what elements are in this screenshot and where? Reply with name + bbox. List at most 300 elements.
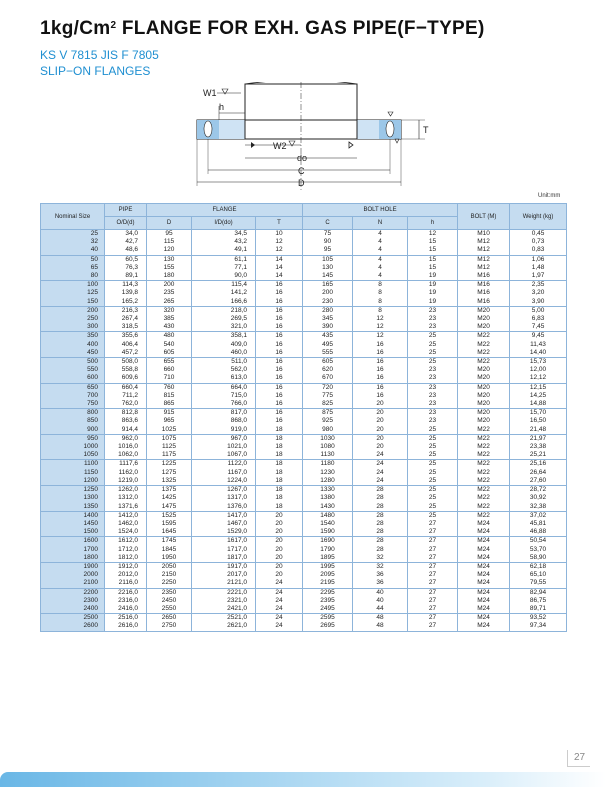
table-cell: 250	[41, 315, 105, 323]
table-cell: 1350	[41, 503, 105, 512]
table-cell: 25	[408, 503, 458, 512]
table-cell: 775	[303, 392, 353, 400]
table-cell: 2421,0	[192, 605, 256, 614]
table-cell: 25	[408, 451, 458, 460]
table-cell: 19	[408, 272, 458, 281]
table-cell: 15	[408, 246, 458, 255]
table-row	[41, 520, 567, 528]
table-cell: 3,90	[510, 298, 567, 307]
table-cell: 2250	[147, 579, 192, 588]
table-cell: 1371,6	[105, 503, 147, 512]
header-weight: Weight (kg)	[510, 204, 567, 230]
table-cell: 2295	[303, 588, 353, 597]
table-cell: 30,92	[510, 494, 567, 502]
table-cell: 16	[256, 298, 303, 307]
table-cell: 24	[256, 605, 303, 614]
table-cell: 318,5	[105, 323, 147, 332]
table-cell: 27	[408, 562, 458, 571]
table-cell: 967,0	[192, 434, 256, 443]
table-cell: M24	[458, 537, 510, 546]
table-cell: 34,5	[192, 230, 256, 239]
table-cell: 355,6	[105, 332, 147, 341]
table-row	[41, 486, 567, 495]
table-cell: M24	[458, 614, 510, 623]
table-cell: 25	[408, 332, 458, 341]
table-cell: 28	[353, 537, 408, 546]
table-cell: 2750	[147, 622, 192, 631]
table-cell: 12	[408, 230, 458, 239]
table-cell: 4	[353, 238, 408, 246]
c-label: C	[298, 166, 305, 176]
table-cell: 32	[353, 554, 408, 563]
table-cell: 1540	[303, 520, 353, 528]
table-cell: 1500	[41, 528, 105, 537]
table-cell: 950	[41, 434, 105, 443]
table-row	[41, 528, 567, 537]
table-cell: 16	[256, 383, 303, 392]
table-cell: 16	[256, 281, 303, 290]
table-cell: M10	[458, 230, 510, 239]
table-cell: M16	[458, 281, 510, 290]
table-cell: 0,45	[510, 230, 567, 239]
table-cell: 26,64	[510, 469, 567, 477]
table-cell: 49,1	[192, 246, 256, 255]
table-cell: 16	[256, 306, 303, 315]
table-cell: 23	[408, 374, 458, 383]
table-cell: 14,88	[510, 400, 567, 409]
table-cell: 27	[408, 588, 458, 597]
table-cell: 14	[256, 255, 303, 264]
table-cell: 16	[256, 323, 303, 332]
table-cell: 27	[408, 622, 458, 631]
table-cell: 20	[353, 434, 408, 443]
table-cell: 1330	[303, 486, 353, 495]
table-cell: 750	[41, 400, 105, 409]
table-cell: 48,6	[105, 246, 147, 255]
table-cell: 1100	[41, 460, 105, 469]
table-cell: M22	[458, 460, 510, 469]
table-cell: M24	[458, 622, 510, 631]
table-cell: 25	[408, 477, 458, 486]
table-cell: 1,06	[510, 255, 567, 264]
table-cell: 1595	[147, 520, 192, 528]
table-cell: 90	[303, 238, 353, 246]
table-cell: 2395	[303, 597, 353, 605]
table-cell: 20	[256, 546, 303, 554]
table-cell: M22	[458, 443, 510, 451]
table-cell: 23	[408, 392, 458, 400]
table-cell: 16	[256, 417, 303, 425]
table-cell: 664,0	[192, 383, 256, 392]
table-cell: 2216,0	[105, 588, 147, 597]
table-cell: 710	[147, 374, 192, 383]
table-cell: 11,43	[510, 341, 567, 349]
table-cell: 2350	[147, 588, 192, 597]
table-cell: 120	[147, 246, 192, 255]
table-cell: 900	[41, 426, 105, 435]
table-cell: 14	[256, 272, 303, 281]
table-cell: 555	[303, 349, 353, 358]
table-cell: 15	[408, 238, 458, 246]
table-cell: 27	[408, 614, 458, 623]
table-cell: 962,0	[105, 434, 147, 443]
table-cell: 18	[256, 451, 303, 460]
table-cell: M20	[458, 409, 510, 418]
table-cell: 165	[303, 281, 353, 290]
table-cell: 2300	[41, 597, 105, 605]
table-cell: 7,45	[510, 323, 567, 332]
table-cell: 1600	[41, 537, 105, 546]
h-label: h	[219, 102, 225, 112]
table-cell: 2221,0	[192, 588, 256, 597]
table-cell: 12	[353, 315, 408, 323]
table-cell: 24	[353, 460, 408, 469]
table-cell: 1376,0	[192, 503, 256, 512]
table-cell: 8	[353, 306, 408, 315]
table-cell: 37,02	[510, 511, 567, 520]
table-cell: 1475	[147, 503, 192, 512]
table-row	[41, 562, 567, 571]
table-cell: 16	[256, 374, 303, 383]
table-row	[41, 443, 567, 451]
table-cell: M12	[458, 238, 510, 246]
table-row	[41, 460, 567, 469]
table-cell: 2450	[147, 597, 192, 605]
table-cell: M12	[458, 255, 510, 264]
table-cell: 850	[41, 417, 105, 425]
table-cell: 1995	[303, 562, 353, 571]
table-cell: 12,15	[510, 383, 567, 392]
table-cell: 20	[256, 562, 303, 571]
table-cell: 1400	[41, 511, 105, 520]
table-cell: 89,1	[105, 272, 147, 281]
table-cell: 1425	[147, 494, 192, 502]
table-cell: 1590	[303, 528, 353, 537]
table-cell: 1122,0	[192, 460, 256, 469]
table-cell: 2400	[41, 605, 105, 614]
table-cell: 605	[147, 349, 192, 358]
table-cell: 2550	[147, 605, 192, 614]
table-row	[41, 417, 567, 425]
table-cell: 812,8	[105, 409, 147, 418]
table-cell: 23	[408, 323, 458, 332]
table-cell: 21,48	[510, 426, 567, 435]
table-cell: 32,38	[510, 503, 567, 512]
table-cell: 16	[353, 383, 408, 392]
table-cell: 25	[408, 511, 458, 520]
table-cell: 21,97	[510, 434, 567, 443]
table-cell: 760	[147, 383, 192, 392]
table-cell: 495	[303, 341, 353, 349]
table-cell: 16	[353, 358, 408, 367]
table-cell: 865	[147, 400, 192, 409]
table-cell: 1267,0	[192, 486, 256, 495]
table-cell: 1450	[41, 520, 105, 528]
table-cell: 20	[256, 571, 303, 579]
table-cell: M22	[458, 341, 510, 349]
table-cell: 16	[256, 400, 303, 409]
table-cell: 540	[147, 341, 192, 349]
table-cell: 20	[256, 554, 303, 563]
table-cell: 1712,0	[105, 546, 147, 554]
table-cell: 25	[408, 426, 458, 435]
table-row	[41, 392, 567, 400]
table-cell: 1075	[147, 434, 192, 443]
table-cell: 2521,0	[192, 614, 256, 623]
table-cell: 20	[353, 426, 408, 435]
table-cell: M22	[458, 503, 510, 512]
flange-type-subtitle: SLIP−ON FLANGES	[40, 64, 151, 78]
table-cell: 280	[303, 306, 353, 315]
table-cell: 44	[353, 605, 408, 614]
table-cell: 2650	[147, 614, 192, 623]
table-cell: M16	[458, 289, 510, 297]
table-cell: 1312,0	[105, 494, 147, 502]
table-cell: M20	[458, 315, 510, 323]
table-cell: 2595	[303, 614, 353, 623]
table-cell: 766,0	[192, 400, 256, 409]
table-cell: 15,70	[510, 409, 567, 418]
table-cell: 16	[353, 349, 408, 358]
table-row	[41, 230, 567, 239]
table-cell: M22	[458, 451, 510, 460]
table-cell: 20	[256, 537, 303, 546]
table-cell: 3,20	[510, 289, 567, 297]
table-cell: 1150	[41, 469, 105, 477]
table-cell: 1845	[147, 546, 192, 554]
table-cell: 32	[353, 562, 408, 571]
table-cell: 20	[353, 417, 408, 425]
table-cell: 14,40	[510, 349, 567, 358]
table-cell: 25	[408, 434, 458, 443]
table-cell: 95	[303, 246, 353, 255]
table-row	[41, 298, 567, 307]
table-cell: 2695	[303, 622, 353, 631]
table-cell: 46,88	[510, 528, 567, 537]
table-cell: 655	[147, 358, 192, 367]
table-cell: 40	[353, 597, 408, 605]
table-cell: 77,1	[192, 264, 256, 272]
table-row	[41, 409, 567, 418]
table-cell: 1690	[303, 537, 353, 546]
table-cell: 82,94	[510, 588, 567, 597]
table-cell: 1524,0	[105, 528, 147, 537]
table-cell: 24	[353, 469, 408, 477]
table-cell: 24	[256, 588, 303, 597]
table-cell: 145	[303, 272, 353, 281]
table-cell: 16	[353, 341, 408, 349]
table-cell: M20	[458, 366, 510, 374]
table-cell: 620	[303, 366, 353, 374]
table-cell: 1224,0	[192, 477, 256, 486]
table-cell: 130	[147, 255, 192, 264]
table-cell: 28	[353, 494, 408, 502]
table-cell: 2116,0	[105, 579, 147, 588]
table-cell: M24	[458, 571, 510, 579]
table-cell: 1130	[303, 451, 353, 460]
table-row	[41, 477, 567, 486]
page-title: 1kg/Cm$^2$ FLANGE FOR EXH. GAS PIPE(F−TYPE)	[40, 18, 485, 39]
table-cell: M24	[458, 546, 510, 554]
table-cell: 86,75	[510, 597, 567, 605]
table-cell: 267,4	[105, 315, 147, 323]
table-cell: 19	[408, 281, 458, 290]
table-cell: 23	[408, 400, 458, 409]
table-cell: 1529,0	[192, 528, 256, 537]
table-cell: 660	[147, 366, 192, 374]
table-cell: M16	[458, 272, 510, 281]
table-cell: 1912,0	[105, 562, 147, 571]
table-row	[41, 622, 567, 631]
table-cell: 1817,0	[192, 554, 256, 563]
table-row	[41, 503, 567, 512]
table-cell: 16	[256, 332, 303, 341]
table-cell: 25	[408, 358, 458, 367]
table-cell: 1800	[41, 554, 105, 563]
table-cell: 27	[408, 605, 458, 614]
table-cell: 60,5	[105, 255, 147, 264]
table-cell: 1280	[303, 477, 353, 486]
table-cell: 2000	[41, 571, 105, 579]
table-cell: 1417,0	[192, 511, 256, 520]
table-cell: 430	[147, 323, 192, 332]
table-cell: 62,18	[510, 562, 567, 571]
table-cell: 8	[353, 281, 408, 290]
table-cell: 508,0	[105, 358, 147, 367]
header-d: D	[147, 217, 192, 230]
table-cell: 715,0	[192, 392, 256, 400]
table-cell: 1080	[303, 443, 353, 451]
table-cell: 5,00	[510, 306, 567, 315]
table-cell: 1016,0	[105, 443, 147, 451]
table-cell: M16	[458, 298, 510, 307]
table-cell: 1917,0	[192, 562, 256, 571]
table-cell: 15	[408, 255, 458, 264]
table-cell: 28	[353, 520, 408, 528]
table-row	[41, 451, 567, 460]
table-cell: 23	[408, 383, 458, 392]
table-cell: 1717,0	[192, 546, 256, 554]
table-cell: 230	[303, 298, 353, 307]
table-cell: 28,72	[510, 486, 567, 495]
table-cell: 1790	[303, 546, 353, 554]
table-cell: 76,3	[105, 264, 147, 272]
table-cell: 1219,0	[105, 477, 147, 486]
table-cell: 817,0	[192, 409, 256, 418]
table-cell: 150	[41, 298, 105, 307]
table-cell: 36	[353, 579, 408, 588]
table-cell: 8	[353, 298, 408, 307]
table-cell: 2200	[41, 588, 105, 597]
table-cell: 2516,0	[105, 614, 147, 623]
table-cell: 511,0	[192, 358, 256, 367]
table-cell: 16	[256, 366, 303, 374]
table-cell: 16	[256, 409, 303, 418]
table-cell: 1325	[147, 477, 192, 486]
table-cell: 43,2	[192, 238, 256, 246]
header-bolt-hole: BOLT HOLE	[303, 204, 458, 217]
table-cell: 0,73	[510, 238, 567, 246]
table-cell: M22	[458, 349, 510, 358]
table-cell: 25	[41, 230, 105, 239]
table-cell: 914,4	[105, 426, 147, 435]
table-cell: 269,5	[192, 315, 256, 323]
table-cell: 265	[147, 298, 192, 307]
table-cell: 27	[408, 579, 458, 588]
table-cell: 20	[353, 409, 408, 418]
table-cell: 1275	[147, 469, 192, 477]
table-cell: M20	[458, 374, 510, 383]
table-cell: 16,50	[510, 417, 567, 425]
table-cell: 20	[256, 511, 303, 520]
table-cell: 28	[353, 503, 408, 512]
table-cell: 27	[408, 546, 458, 554]
table-row	[41, 537, 567, 546]
table-cell: M22	[458, 434, 510, 443]
table-cell: M22	[458, 477, 510, 486]
table-cell: 23	[408, 417, 458, 425]
table-cell: 1,48	[510, 264, 567, 272]
table-cell: M22	[458, 469, 510, 477]
table-cell: 25	[408, 349, 458, 358]
table-cell: 24	[353, 477, 408, 486]
header-pipe: PIPE	[105, 204, 147, 217]
table-cell: 40	[41, 246, 105, 255]
header-nominal-size: Nominal Size	[41, 204, 105, 230]
table-cell: 1162,0	[105, 469, 147, 477]
table-cell: 218,0	[192, 306, 256, 315]
table-cell: 2500	[41, 614, 105, 623]
table-cell: 16	[256, 315, 303, 323]
table-cell: 600	[41, 374, 105, 383]
table-cell: 200	[41, 306, 105, 315]
table-cell: 27	[408, 528, 458, 537]
table-cell: 19	[408, 289, 458, 297]
table-cell: M20	[458, 306, 510, 315]
table-cell: 868,0	[192, 417, 256, 425]
table-row	[41, 494, 567, 502]
table-cell: M24	[458, 579, 510, 588]
table-cell: 4	[353, 272, 408, 281]
table-cell: 16	[256, 341, 303, 349]
table-cell: 20	[256, 520, 303, 528]
table-cell: 93,52	[510, 614, 567, 623]
table-cell: 114,3	[105, 281, 147, 290]
table-cell: 558,8	[105, 366, 147, 374]
table-cell: 406,4	[105, 341, 147, 349]
table-cell: 89,71	[510, 605, 567, 614]
table-row	[41, 323, 567, 332]
table-cell: 700	[41, 392, 105, 400]
table-cell: 32	[41, 238, 105, 246]
table-cell: M24	[458, 597, 510, 605]
table-cell: 27	[408, 597, 458, 605]
table-cell: M24	[458, 528, 510, 537]
table-row	[41, 597, 567, 605]
header-id: I/D(do)	[192, 217, 256, 230]
standards-label: KS V 7815 JIS F 7805	[40, 48, 159, 62]
table-cell: 9,45	[510, 332, 567, 341]
page-number: 27	[574, 752, 586, 763]
table-cell: 1225	[147, 460, 192, 469]
table-cell: 25,16	[510, 460, 567, 469]
do-label: do	[297, 153, 308, 163]
table-cell: 0,83	[510, 246, 567, 255]
table-cell: 19	[408, 298, 458, 307]
table-cell: 500	[41, 358, 105, 367]
table-cell: 18	[256, 434, 303, 443]
table-cell: 1180	[303, 460, 353, 469]
